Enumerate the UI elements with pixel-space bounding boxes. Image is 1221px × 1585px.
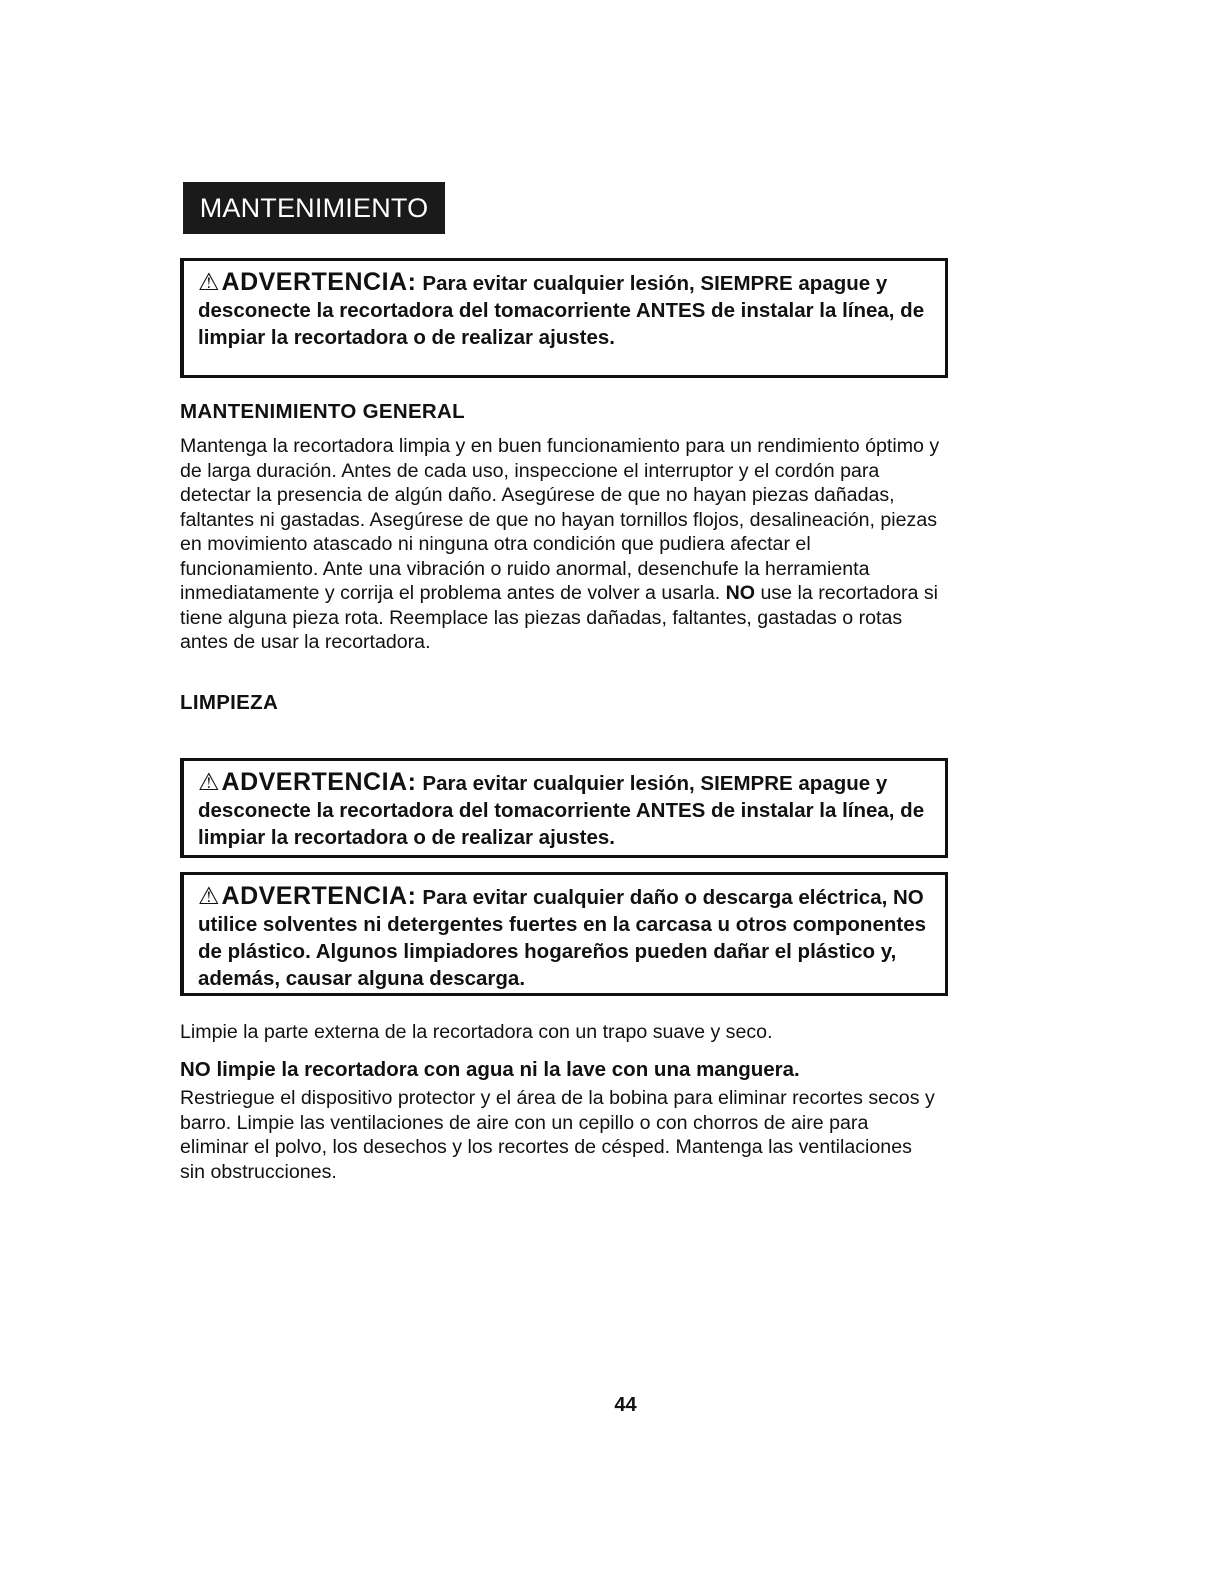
warning-text: Para evitar cualquier lesión, SIEMPRE apague y desconecte la recortadora del tomacorriente ANTES de instalar la línea, de limpiar la recortadora o de realizar ajustes.: [198, 272, 925, 349]
warning-box-general: [180, 258, 948, 378]
general-maintenance-heading: MANTENIMIENTO GENERAL: [180, 400, 465, 423]
warning-triangle-icon: ⚠: [198, 269, 220, 296]
general-maintenance-paragraph: [180, 434, 940, 655]
page-number: 44: [614, 1394, 637, 1416]
general-text-part2: use la recortadora si tiene alguna pieza rota. Reemplace las piezas dañadas, faltantes, gastadas o rotas antes de usar la recortadora.: [180, 582, 939, 653]
warning-triangle-icon: ⚠: [198, 883, 220, 910]
warning-text: Para evitar cualquier lesión, SIEMPRE apague y desconecte la recortadora del tomacorriente ANTES de instalar la línea, de limpiar la recortadora o de realizar ajustes.: [198, 772, 925, 849]
cleaning-no-water-text: NO limpie la recortadora con agua ni la lave con una manguera.: [180, 1058, 800, 1081]
cleaning-heading: LIMPIEZA: [180, 691, 279, 714]
warning-box-cleaning-solvents: [180, 872, 948, 996]
warning-label: ADVERTENCIA:: [221, 268, 417, 296]
warning-triangle-icon: ⚠: [198, 769, 220, 796]
general-text-part1: Mantenga la recortadora limpia y en buen funcionamiento para un rendimiento óptimo y de larga duración. Antes de cada uso, inspeccione el interruptor y el cordón para detectar la presencia de algún daño. Asegúrese de que no hayan piezas dañadas, faltantes ni gastadas. Asegúrese de que no hayan tornillos flojos, desalineación, piezas en movimiento atascado ni ninguna otra condición que pudiera afectar el funcionamiento. Ante una vibración o ruido anormal, desenchufe la herramienta inmediatamente y corrija el problema antes de volver a usarla.: [180, 435, 940, 604]
section-title-banner: MANTENIMIENTO: [183, 182, 445, 234]
cleaning-paragraph: Restriegue el dispositivo protector y el área de la bobina para eliminar recortes secos y barro. Limpie las ventilaciones de aire con un cepillo o con chorros de aire para eliminar el polvo, los desechos y los recortes de césped. Mantenga las ventilaciones sin obstrucciones.: [180, 1087, 935, 1183]
warning-label: ADVERTENCIA:: [221, 882, 417, 910]
warning-box-cleaning-disconnect: [180, 758, 948, 858]
warning-label: ADVERTENCIA:: [221, 768, 417, 796]
general-text-bold: NO: [725, 582, 756, 604]
warning-text: Para evitar cualquier daño o descarga eléctrica, NO utilice solventes ni detergentes fuertes en la carcasa u otros componentes de plástico. Algunos limpiadores hogareños pueden dañar el plástico y, además, causar alguna descarga.: [198, 886, 926, 990]
cleaning-intro-text: Limpie la parte externa de la recortadora con un trapo suave y seco.: [180, 1021, 773, 1043]
